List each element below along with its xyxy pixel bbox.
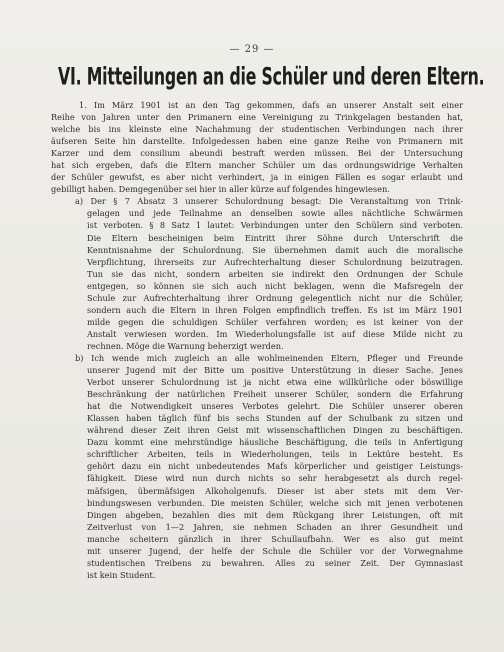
text-line: Verbot unserer Schulordnung ist ja nicht etwa eine willkürliche oder böswillige: [87, 377, 463, 388]
text-line: unserer Jugend mit der Bitte um positive Unterstützung in dieser Sache. Jenes: [87, 365, 463, 376]
text-line: Kenntnisnahme der Schulordnung. Sie übernehmen damit auch die moralische: [87, 244, 463, 255]
text-line: b) Ich wende mich zugleich an alle wohlmeinenden Eltern, Pfleger und Freunde: [75, 352, 463, 363]
text-line: mit unserer Jugend, der helfe der Schule die Schüler vor der Vorwegnahme: [87, 545, 463, 556]
text-line: entgegen, so können sie sich auch nicht beklagen, wenn die Mafsregeln der: [87, 280, 463, 291]
text-line: Zeitverlust von 1—2 Jahren, sie nehmen Schaden an ihrer Gesundheit und: [87, 521, 463, 532]
text-line: Beschränkung der natürlichen Freiheit unserer Schüler, sondern die Erfahrung: [87, 389, 463, 400]
text-line: der Schüler gewufst, es aber nicht verhindert, ja in einigen Fällen es sogar erlaubt und: [51, 172, 463, 183]
text-line: milde gegen die schuldigen Schüler verfahren worden; es ist keiner von der: [87, 316, 463, 327]
text-line: Dingen abgeben, bezahlen dies mit dem Rückgang ihrer Leistungen, oft mit: [87, 509, 463, 520]
text-line: sondern auch die Eltern in ihren Folgen empfindlich treffen. Es ist im März 1901: [87, 304, 463, 315]
text-line: Karzer und dem consilium abeundi bestraft werden müssen. Bei der Untersuchung: [51, 148, 463, 159]
text-line: Dazu kommt eine mehrstündige häusliche Beschäftigung, die teils in Anfertigung: [87, 437, 463, 448]
text-line: studentischen Treibens zu bewahren. Alles zu seiner Zeit. Der Gymnasiast: [87, 557, 463, 568]
text-line: gehört dazu ein nicht unbedeutendes Mafs körperlicher und geistiger Leistungs-: [87, 461, 463, 472]
text-line: schriftlicher Arbeiten, teils in Wiederholungen, teils in Lektüre besteht. Es: [87, 449, 463, 460]
text-line: mäfsigen, übermäfsigen Alkoholgenufs. Dieser ist aber stets mit dem Ver-: [87, 485, 463, 496]
text-line: hat die Notwendigkeit unseres Verbotes gelehrt. Die Schüler unserer oberen: [87, 401, 463, 412]
text-line: fähigkeit. Diese wird nun durch nichts so sehr herabgesetzt als durch regel-: [87, 473, 463, 484]
body-text: [51, 99, 463, 581]
text-line: während dieser Zeit ihren Geist mit wissenschaftlichen Dingen zu beschäftigen.: [87, 425, 463, 436]
text-line: Schule zur Aufrechterhaltung ihrer Ordnung gelegentlich nicht nur die Schüler,: [87, 292, 463, 303]
text-line: Klassen haben täglich fünf bis sechs Stunden auf der Schulbank zu sitzen und: [87, 413, 463, 424]
section-title: VI. Mitteilungen an die Schüler und deren Eltern.: [58, 64, 485, 91]
text-line: hat sich ergeben, dafs die Eltern mancher Schüler um das ordnungswidrige Verhalten: [51, 160, 463, 171]
text-line: rechnen. Möge die Warnung beherzigt werden.: [87, 340, 284, 351]
text-line: Tun sie das nicht, sondern arbeiten sie indirekt den Ordnungen der Schule: [87, 268, 463, 279]
text-line: bindungswesen verbunden. Die meisten Schüler, welche sich mit jenen verbotenen: [87, 497, 463, 508]
text-line: 1. Im März 1901 ist an den Tag gekommen, dafs an unserer Anstalt seit einer: [79, 100, 463, 110]
text-line: a) Der § 7 Absatz 3 unserer Schulordnung besagt: Die Veranstaltung von Trink-: [75, 196, 463, 207]
text-line: ist kein Student.: [87, 569, 156, 580]
text-line: Verpflichtung, ihrerseits zur Aufrechterhaltung dieser Schulordnung beizutragen.: [87, 256, 463, 267]
text-line: Reihe von Jahren unter den Primanern eine Vereinigung zu Trinkgelagen bestanden hat,: [51, 112, 463, 123]
text-line: äufseren Seite hin darstellte. Infolgedessen haben eine ganze Reihe von Primanern mit: [51, 136, 463, 147]
text-line: welche bis ins kleinste eine Nachahmung der studentischen Verbindungen nach ihrer: [51, 124, 463, 135]
text-line: gelagen und jede Teilnahme an denselben sowie alles nächtliche Schwärmen: [87, 208, 463, 219]
text-line: Anstalt verwiesen worden. Im Wiederholungsfalle ist auf diese Milde nicht zu: [87, 328, 463, 339]
text-line: ist verboten. § 8 Satz 1 lautet: Verbindungen unter den Schülern sind verboten.: [87, 220, 463, 231]
text-line: Die Eltern bescheinigen beim Eintritt ihrer Söhne durch Unterschrift die: [87, 232, 463, 243]
text-line: gebilligt haben. Demgegenüber sei hier in aller kürze auf folgendes hingewiesen.: [51, 184, 390, 195]
page-number: — 29 —: [229, 44, 275, 55]
text-line: manche scheitern gänzlich in ihrer Schullaufbahn. Wer es also gut meint: [87, 533, 463, 544]
